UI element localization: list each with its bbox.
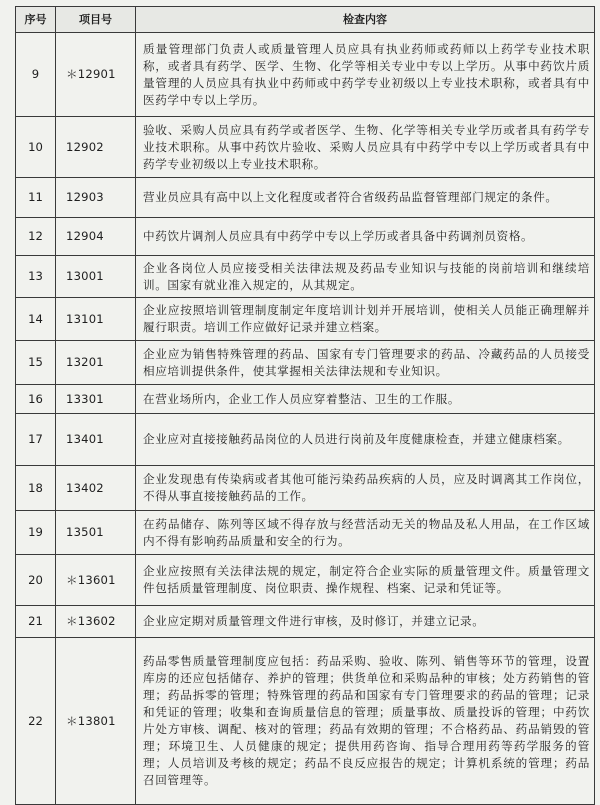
row-content: 中药饮片调剂人员应具有中药学中专以上学历或者具备中药调剂员资格。	[136, 218, 595, 256]
table-row	[16, 341, 595, 385]
row-item-number: 12903	[56, 178, 136, 218]
row-content: 企业发现患有传染病或者其他可能污染药品疾病的人员，应及时调离其工作岗位，不得从事直接接触药品的工作。	[136, 466, 595, 511]
row-seq: 9	[16, 33, 56, 117]
row-item-number: 13402	[56, 466, 136, 511]
header-content: 检查内容	[136, 7, 595, 33]
row-content: 企业应按照有关法律法规的规定，制定符合企业实际的质量管理文件。质量管理文件包括质量管理制度、岗位职责、操作规程、档案、记录和凭证等。	[136, 555, 595, 606]
row-item-number: 13101	[56, 298, 136, 341]
inspection-table	[15, 6, 595, 805]
row-seq: 15	[16, 341, 56, 385]
row-content: 质量管理部门负责人或质量管理人员应具有执业药师或药师以上药学专业技术职称，或者具有药学、医学、生物、化学等相关专业中专以上学历。从事中药饮片质量管理的人员应具有执业中药师或中药学专业初级以上专业技术职称，或者具有中医药学中专以上学历。	[136, 33, 595, 117]
row-seq: 16	[16, 385, 56, 414]
row-content: 企业应对直接接触药品岗位的人员进行岗前及年度健康检查，并建立健康档案。	[136, 414, 595, 466]
table-row	[16, 606, 595, 638]
table-row	[16, 117, 595, 178]
table-row	[16, 298, 595, 341]
header-seq: 序号	[16, 7, 56, 33]
table-row	[16, 33, 595, 117]
row-seq: 21	[16, 606, 56, 638]
row-item-number: 13001	[56, 256, 136, 298]
row-item-number: 13201	[56, 341, 136, 385]
table-row	[16, 466, 595, 511]
row-seq: 10	[16, 117, 56, 178]
row-seq: 12	[16, 218, 56, 256]
row-content: 在营业场所内，企业工作人员应穿着整洁、卫生的工作服。	[136, 385, 595, 414]
row-seq: 14	[16, 298, 56, 341]
row-seq: 20	[16, 555, 56, 606]
row-content: 验收、采购人员应具有药学或者医学、生物、化学等相关专业学历或者具有药学专业技术职称。从事中药饮片验收、采购人员应具有中药学中专以上学历或者具有中药学专业初级以上专业技术职称。	[136, 117, 595, 178]
row-item-number: 12902	[56, 117, 136, 178]
row-item-number: 13301	[56, 385, 136, 414]
header-item-number: 项目号	[56, 7, 136, 33]
row-seq: 19	[16, 511, 56, 555]
table-row	[16, 385, 595, 414]
row-item-number: 13501	[56, 511, 136, 555]
row-content: 营业员应具有高中以上文化程度或者符合省级药品监督管理部门规定的条件。	[136, 178, 595, 218]
row-content: 企业应按照培训管理制度制定年度培训计划并开展培训，使相关人员能正确理解并履行职责。培训工作应做好记录并建立档案。	[136, 298, 595, 341]
table-row	[16, 256, 595, 298]
row-item-number: ＊13601	[56, 555, 136, 606]
table-row	[16, 555, 595, 606]
row-content: 在药品储存、陈列等区域不得存放与经营活动无关的物品及私人用品，在工作区域内不得有影响药品质量和安全的行为。	[136, 511, 595, 555]
row-item-number: 13401	[56, 414, 136, 466]
table-row	[16, 218, 595, 256]
row-seq: 17	[16, 414, 56, 466]
row-item-number: ＊12901	[56, 33, 136, 117]
row-content: 药品零售质量管理制度应包括：药品采购、验收、陈列、销售等环节的管理，设置库房的还应包括储存、养护的管理；供货单位和采购品种的审核；处方药销售的管理；药品拆零的管理；特殊管理的药品和国家有专门管理要求的药品的管理；记录和凭证的管理；收集和查询质量信息的管理；质量事故、质量投诉的管理；中药饮片处方审核、调配、核对的管理；药品有效期的管理；不合格药品、药品销毁的管理；环境卫生、人员健康的规定；提供用药咨询、指导合理用药等药学服务的管理；人员培训及考核的规定；药品不良反应报告的规定；计算机系统的管理；药品召回管理等。	[136, 638, 595, 805]
row-content: 企业应定期对质量管理文件进行审核，及时修订，并建立记录。	[136, 606, 595, 638]
row-seq: 13	[16, 256, 56, 298]
row-seq: 18	[16, 466, 56, 511]
table-row	[16, 638, 595, 805]
row-seq: 11	[16, 178, 56, 218]
row-item-number: ＊13801	[56, 638, 136, 805]
row-seq: 22	[16, 638, 56, 805]
row-content: 企业应为销售特殊管理的药品、国家有专门管理要求的药品、冷藏药品的人员接受相应培训提供条件，使其掌握相关法律法规和专业知识。	[136, 341, 595, 385]
row-item-number: 12904	[56, 218, 136, 256]
table-row	[16, 178, 595, 218]
table-row	[16, 414, 595, 466]
row-content: 企业各岗位人员应接受相关法律法规及药品专业知识与技能的岗前培训和继续培训。国家有就业准入规定的，从其规定。	[136, 256, 595, 298]
table-header-row	[16, 7, 595, 33]
row-item-number: ＊13602	[56, 606, 136, 638]
table-row	[16, 511, 595, 555]
